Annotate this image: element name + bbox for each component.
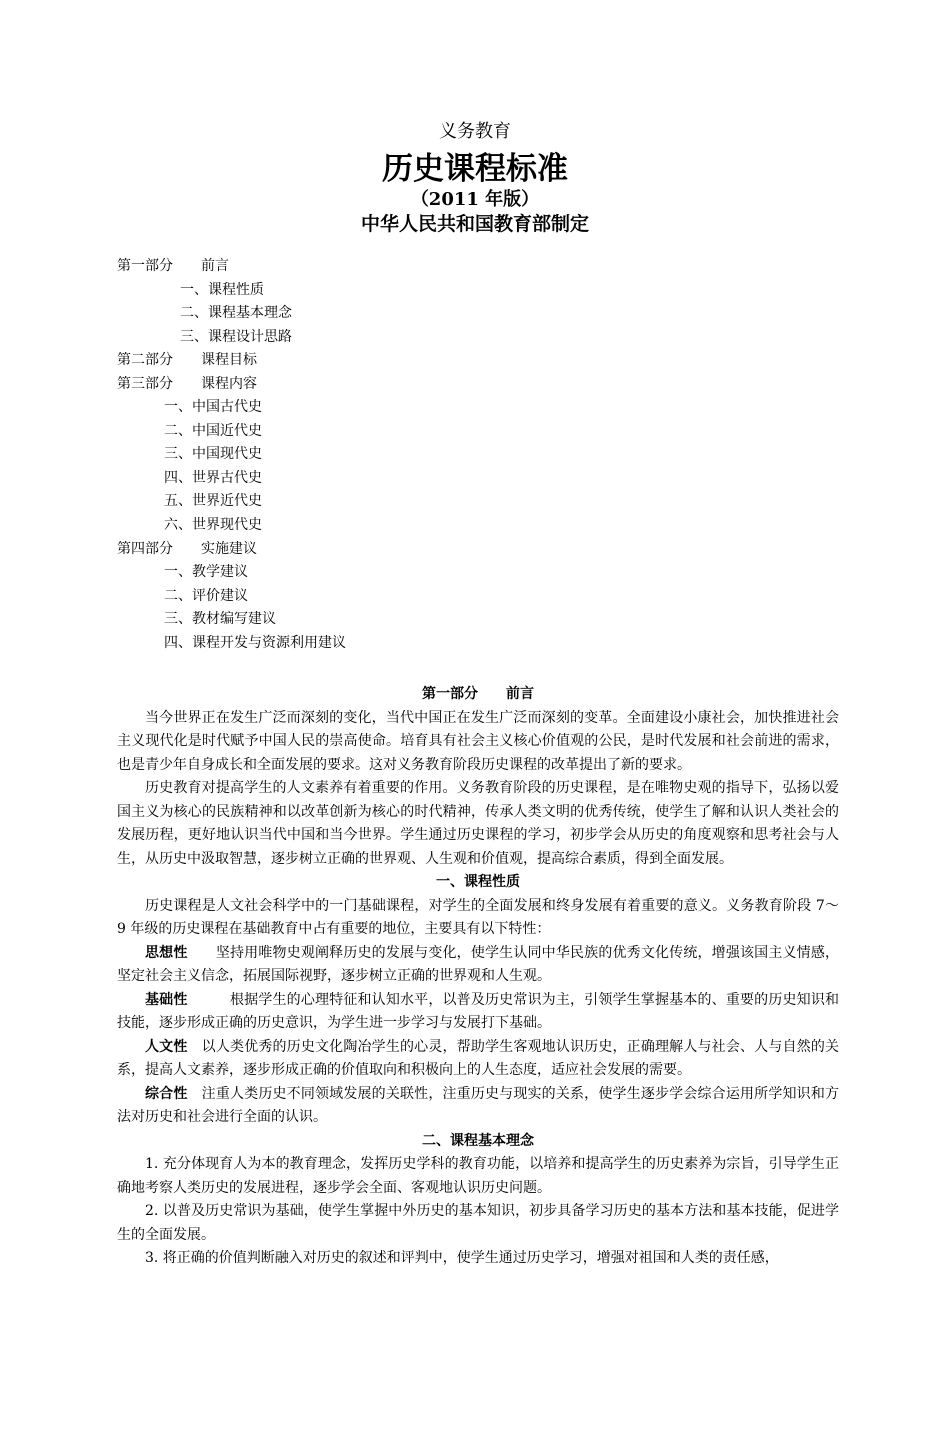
toc-item: 二、课程基本理念 — [180, 305, 292, 321]
toc-item: 一、课程性质 — [180, 282, 264, 298]
toc-item: 三、课程设计思路 — [180, 329, 292, 345]
nature-item — [117, 989, 839, 1036]
preface-paragraph-2: 历史教育对提高学生的人文素养有着重要的作用。义务教育阶段的历史课程，是在唯物史观的指导下，弘扬以爱国主义为核心的民族精神和以改革创新为核心的时代精神，传承人类文明的优秀传统，使学生了解和认识人类社会的发展历程，更好地认识当代中国和当今世界。学生通过历史课程的学习，初步学会从历史的角度观察和思考社会与人生，从历史中汲取智慧，逐步树立正确的世界观、人生观和价值观，提高综合素质，得到全面发展。 — [117, 780, 839, 867]
preface-paragraph-1: 当今世界正在发生广泛而深刻的变化，当代中国正在发生广泛而深刻的变革。全面建设小康社会，加快推进社会主义现代化是时代赋予中国人民的崇高使命。培育具有社会主义核心价值观的公民，是时代发展和社会前进的需求，也是青少年自身成长和全面发展的要求。这对义务教育阶段历史课程的改革提出了新的要求。 — [117, 709, 839, 773]
nature-term: 综合性 — [145, 1085, 188, 1102]
document-issuer: 中华人民共和国教育部制定 — [360, 213, 589, 235]
toc-item: 五、世界近代史 — [164, 493, 262, 509]
nature-text: 坚持用唯物史观阐释历史的发展与变化，使学生认同中华民族的优秀文化传统，增强该国主义情感，坚定社会主义信念，拓展国际视野，逐步树立正确的世界观和人生观。 — [117, 944, 839, 984]
toc-item: 六、世界现代史 — [164, 517, 262, 533]
nature-term: 基础性 — [145, 991, 188, 1008]
idea-item: 3. 将正确的价值判断融入对历史的叙述和评判中，使学生通过历史学习，增强对祖国和人类的责任感， — [145, 1250, 779, 1266]
nature-item — [117, 1036, 839, 1083]
section-heading-preface: 第一部分 前言 — [422, 686, 534, 702]
toc-item: 三、教材编写建议 — [164, 611, 276, 627]
toc-part-3: 第三部分 课程内容 — [117, 376, 257, 392]
nature-term: 思想性 — [145, 944, 188, 961]
document-edition: （2011 年版） — [410, 189, 540, 210]
toc-part-1: 第一部分 前言 — [117, 258, 229, 274]
toc-part-2: 第二部分 课程目标 — [117, 352, 257, 368]
document-body — [117, 683, 839, 1271]
toc-item: 二、评价建议 — [164, 588, 248, 604]
nature-text: 以人类优秀的历史文化陶冶学生的心灵，帮助学生客观地认识历史，正确理解人与社会、人与自然的关系，提高人文素养，逐步形成正确的价值取向和积极向上的人生态度，适应社会发展的需要。 — [117, 1038, 839, 1078]
nature-item — [117, 1083, 839, 1130]
toc-item: 四、世界古代史 — [164, 470, 262, 486]
nature-term: 人文性 — [145, 1038, 188, 1055]
section-heading-nature: 一、课程性质 — [436, 874, 520, 890]
document-title: 历史课程标准 — [382, 151, 568, 187]
toc-part-4: 第四部分 实施建议 — [117, 541, 257, 557]
idea-item: 1. 充分体现育人为本的教育理念，发挥历史学科的教育功能，以培养和提高学生的历史素养为宗旨，引导学生正确地考察人类历史的发展进程，逐步学会全面、客观地认识历史问题。 — [117, 1156, 839, 1196]
nature-text: 注重人类历史不同领域发展的关联性，注重历史与现实的关系，使学生逐步学会综合运用所学知识和方法对历史和社会进行全面的认识。 — [117, 1085, 839, 1125]
nature-intro: 历史课程是人文社会科学中的一门基础课程，对学生的全面发展和终身发展有着重要的意义。义务教育阶段 7～9 年级的历史课程在基础教育中占有重要的地位，主要具有以下特性： — [117, 897, 839, 937]
toc-item: 一、中国古代史 — [164, 399, 262, 415]
nature-text: 根据学生的心理特征和认知水平，以普及历史常识为主，引领学生掌握基本的、重要的历史知识和技能，逐步形成正确的历史意识，为学生进一步学习与发展打下基础。 — [117, 991, 839, 1031]
toc-item: 三、中国现代史 — [164, 446, 262, 462]
idea-item: 2. 以普及历史常识为基础，使学生掌握中外历史的基本知识，初步具备学习历史的基本方法和基本技能，促进学生的全面发展。 — [117, 1203, 839, 1243]
nature-item — [117, 942, 839, 989]
toc-item: 二、中国近代史 — [164, 423, 262, 439]
toc-item: 一、教学建议 — [164, 564, 248, 580]
document-pretitle: 义务教育 — [439, 121, 511, 142]
toc-item: 四、课程开发与资源利用建议 — [164, 635, 346, 651]
section-heading-ideas: 二、课程基本理念 — [422, 1132, 534, 1149]
